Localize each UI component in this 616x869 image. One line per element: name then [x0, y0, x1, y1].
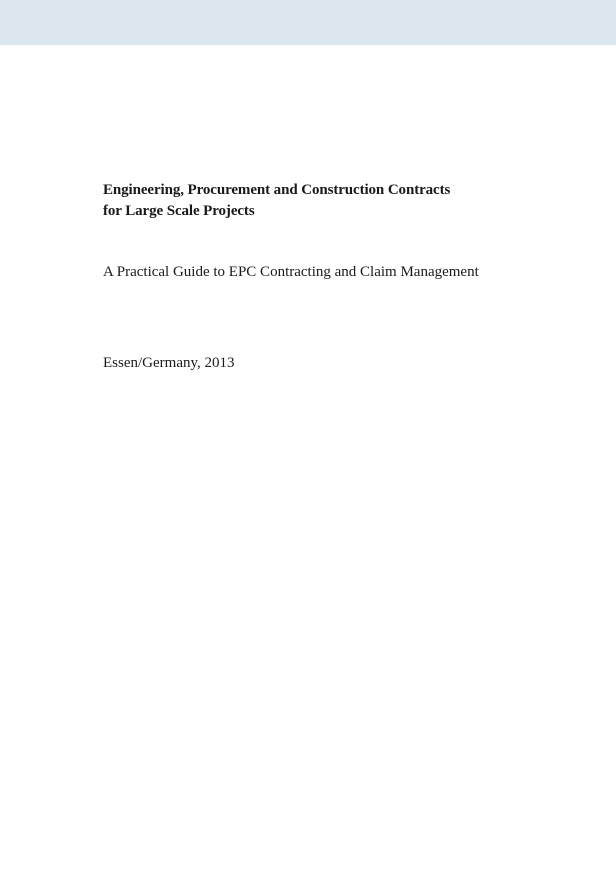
place-and-year: Essen/Germany, 2013: [103, 355, 235, 371]
book-title: [103, 180, 583, 222]
title-page: [103, 180, 583, 371]
book-title-line-1: Engineering, Procurement and Construction Contracts: [103, 182, 451, 198]
book-subtitle: A Practical Guide to EPC Contracting and Claim Management: [103, 264, 479, 280]
top-header-band: [0, 0, 616, 45]
book-title-line-2: for Large Scale Projects: [103, 203, 255, 219]
